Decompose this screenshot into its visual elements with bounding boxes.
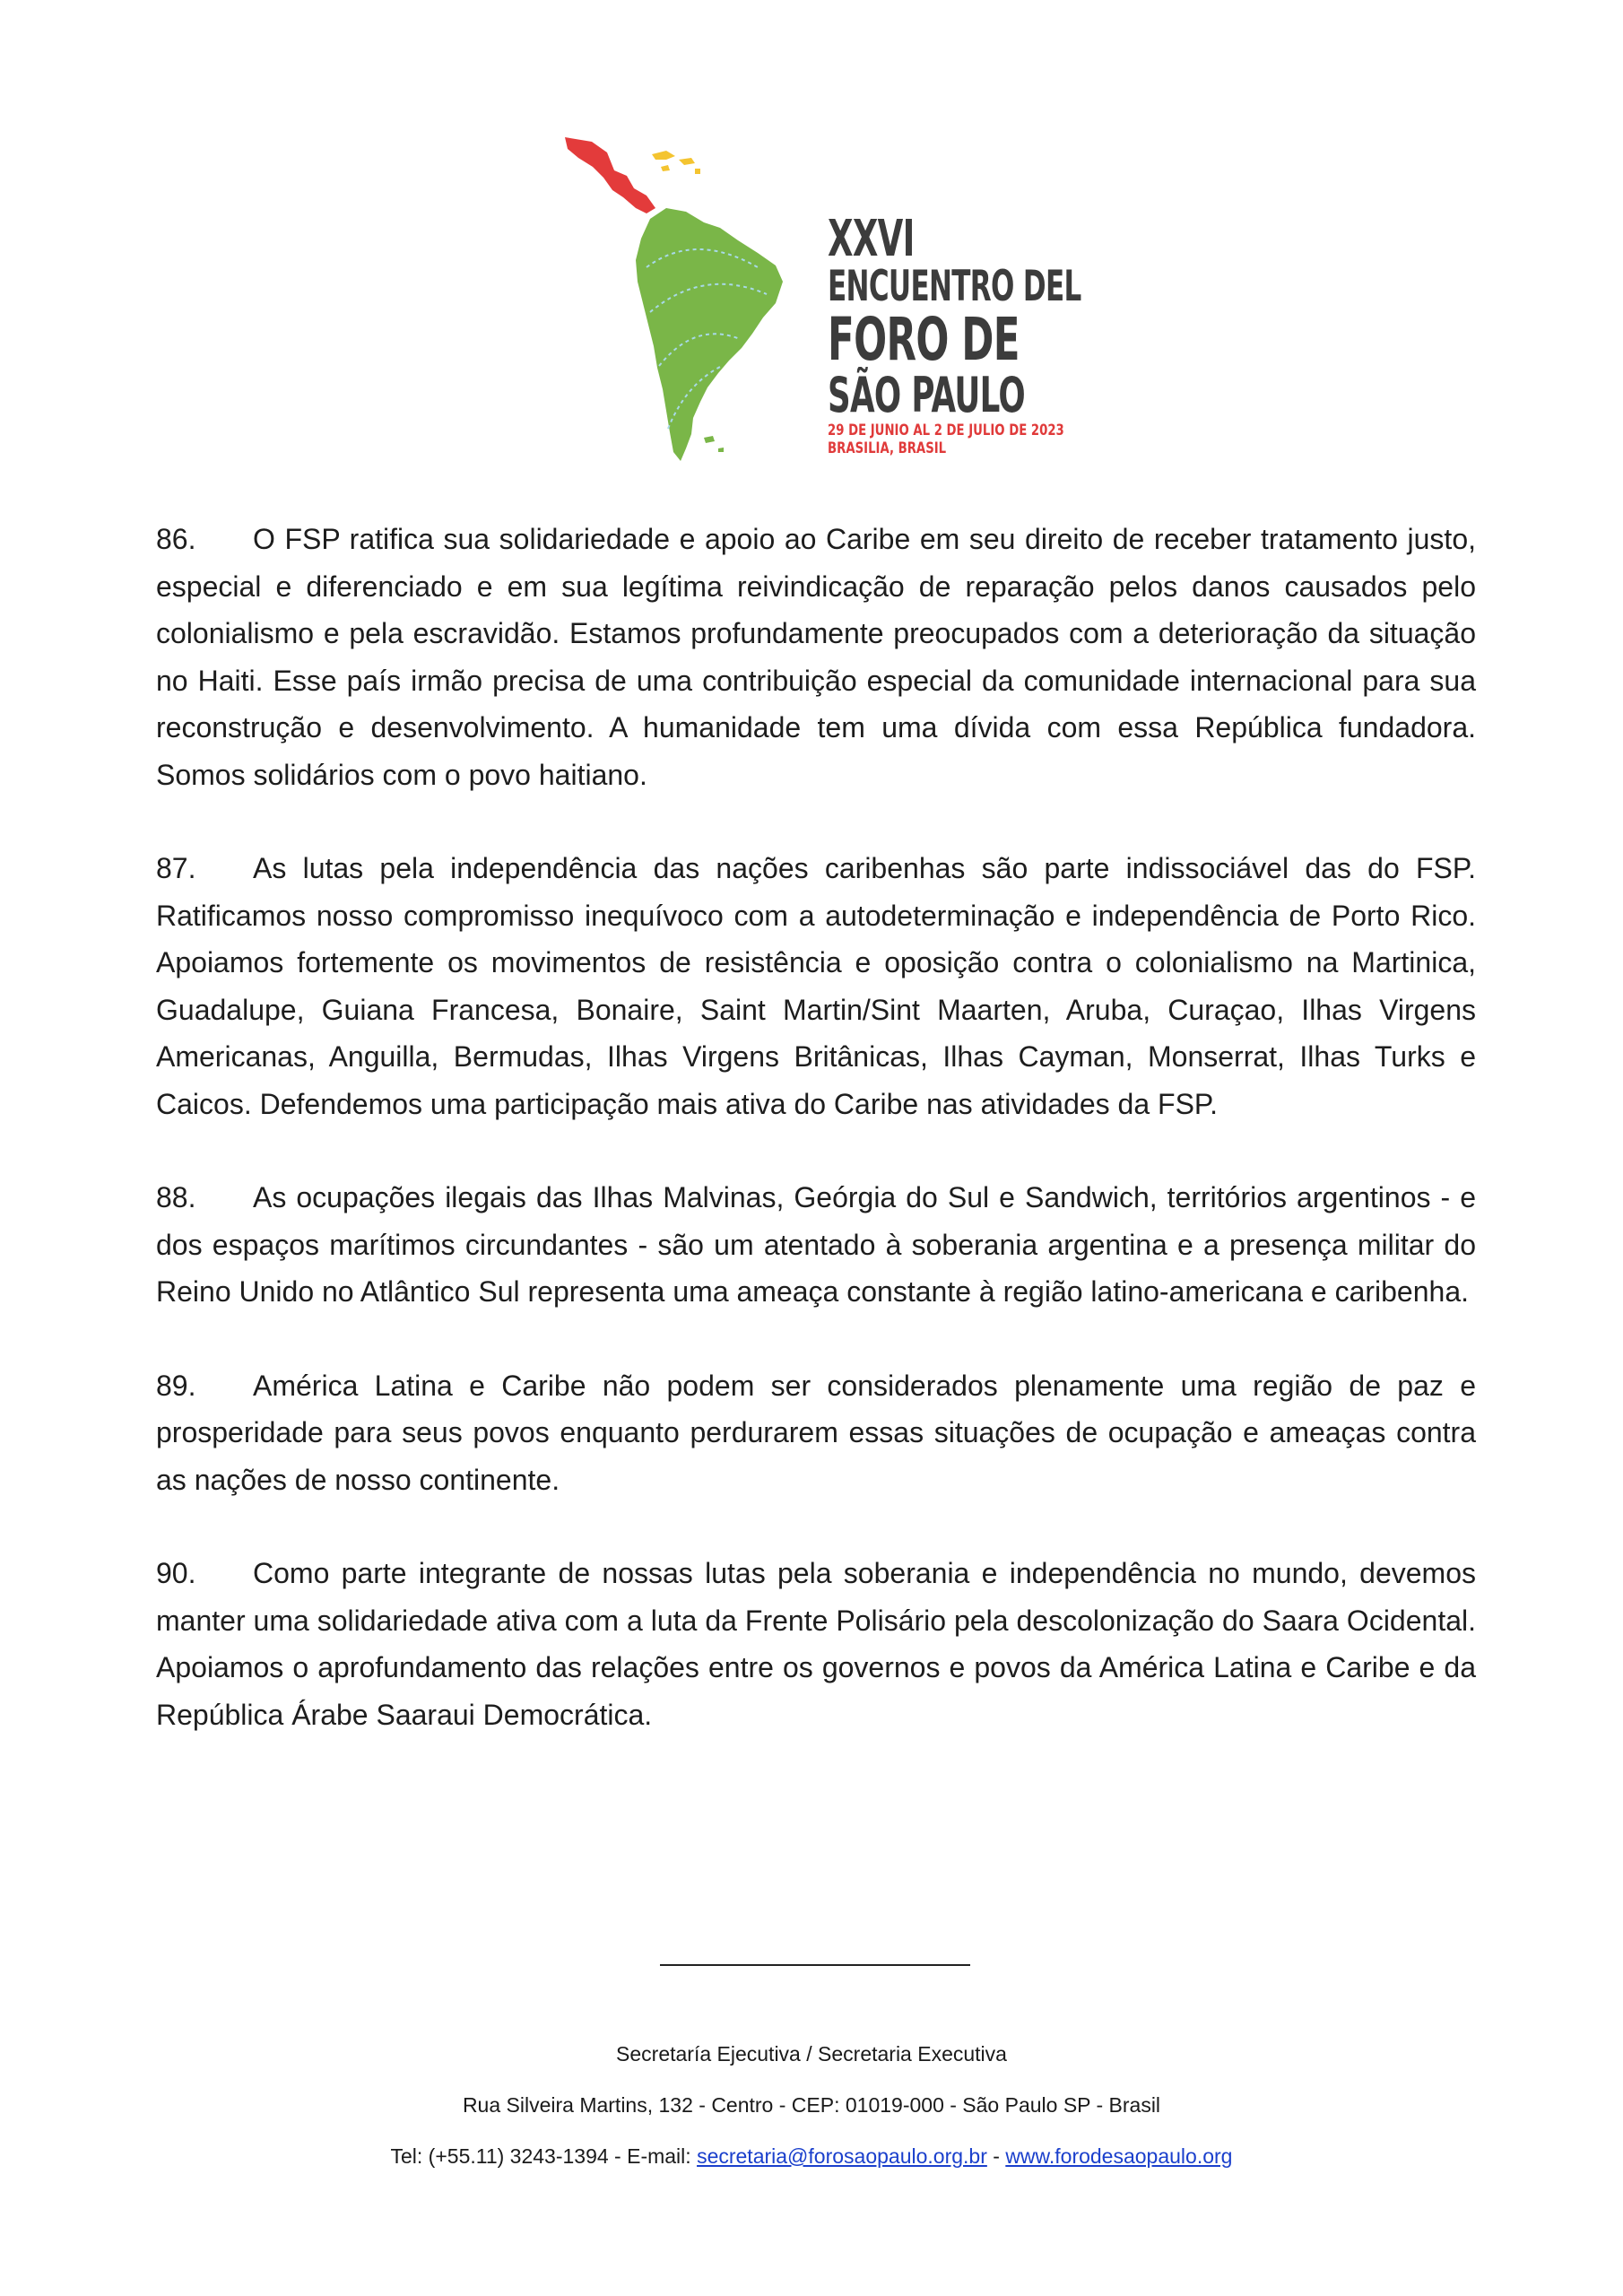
paragraph-text: As lutas pela independência das nações caribenhas são parte indissociável das do FSP. Ratificamos nosso compromisso inequívoco com a autodeterminação e independência de Porto Rico. Apoiamos fortemente os movimentos de resistência e oposição contra o colonialismo na Martinica, Guadalupe, Guiana Francesa, Bonaire, Saint Martin/Sint Maarten, Aruba, Curaçao, Ilhas Virgens Americanas, Anguilla, Bermudas, Ilhas Virgens Britânicas, Ilhas Cayman, Monserrat, Ilhas Turks e Caicos. Defendemos uma participação mais ativa do Caribe nas atividades da FSP. bbox=[156, 852, 1476, 1120]
paragraph-text: As ocupações ilegais das Ilhas Malvinas, Geórgia do Sul e Sandwich, territórios argentinos - e dos espaços marítimos circundantes - são um atentado à soberania argentina e a presença militar do Reino Unido no Atlântico Sul representa uma ameaça constante à região latino-americana e caribenha. bbox=[156, 1181, 1476, 1308]
paragraph-87 bbox=[156, 845, 1476, 1127]
paragraph-number: 86. bbox=[156, 523, 196, 555]
paragraph-text: Como parte integrante de nossas lutas pela soberania e independência no mundo, devemos manter uma solidariedade ativa com a luta da Frente Polisário pela descolonização do Saara Ocidental. Apoiamos o aprofundamento das relações entre os governos e povos da América Latina e Caribe e da República Árabe Saaraui Democrática. bbox=[156, 1557, 1476, 1731]
footer-phone: Tel: (+55.11) 3243-1394 - E-mail: bbox=[390, 2144, 698, 2168]
logo-place: BRASILIA, BRASIL bbox=[828, 439, 947, 457]
logo-line-encuentro: ENCUENTRO DEL bbox=[828, 262, 1081, 311]
footer-divider bbox=[660, 1964, 970, 1966]
paragraph-90 bbox=[156, 1550, 1476, 1738]
footer-secretariat: Secretaría Ejecutiva / Secretaria Executiva bbox=[616, 2042, 1007, 2066]
logo-roman-numeral: XXVI bbox=[828, 210, 915, 268]
footer-address: Rua Silveira Martins, 132 - Centro - CEP: 01019-000 - São Paulo SP - Brasil bbox=[462, 2093, 1161, 2117]
footer-contact bbox=[0, 2131, 1623, 2182]
paragraph-number: 88. bbox=[156, 1181, 196, 1213]
email-link[interactable]: secretaria@forosaopaulo.org.br bbox=[697, 2144, 987, 2168]
paragraph-text: América Latina e Caribe não podem ser considerados plenamente uma região de paz e prosperidade para seus povos enquanto perdurarem essas situações de ocupação e ameaças contra as nações de nosso continente. bbox=[156, 1369, 1476, 1496]
event-logo bbox=[560, 133, 1081, 465]
paragraph-number: 89. bbox=[156, 1369, 196, 1402]
latin-america-map-icon bbox=[560, 133, 829, 465]
website-link[interactable]: www.forodesaopaulo.org bbox=[1005, 2144, 1233, 2168]
paragraph-89 bbox=[156, 1362, 1476, 1504]
logo-wordmark bbox=[828, 210, 1081, 457]
paragraph-number: 90. bbox=[156, 1557, 196, 1589]
footer-separator: - bbox=[986, 2144, 1006, 2168]
paragraph-88 bbox=[156, 1174, 1476, 1316]
document-body bbox=[156, 516, 1476, 1785]
logo-line-foro: FORO DE bbox=[828, 305, 1020, 374]
paragraph-text: O FSP ratifica sua solidariedade e apoio ao Caribe em seu direito de receber tratamento justo, especial e diferenciado e em sua legítima reivindicação de reparação pelos danos causados pelo colonialismo e pela escravidão. Estamos profundamente preocupados com a deterioração da situação no Haiti. Esse país irmão precisa de uma contribuição especial da comunidade internacional para sua reconstrução e desenvolvimento. A humanidade tem uma dívida com essa República fundadora. Somos solidários com o povo haitiano. bbox=[156, 523, 1476, 791]
logo-dates: 29 DE JUNIO AL 2 DE JULIO DE 2023 bbox=[828, 422, 1064, 439]
paragraph-86 bbox=[156, 516, 1476, 798]
footer bbox=[0, 2029, 1623, 2182]
logo-line-saopaulo: SÃO PAULO bbox=[828, 367, 1026, 423]
paragraph-number: 87. bbox=[156, 852, 196, 884]
